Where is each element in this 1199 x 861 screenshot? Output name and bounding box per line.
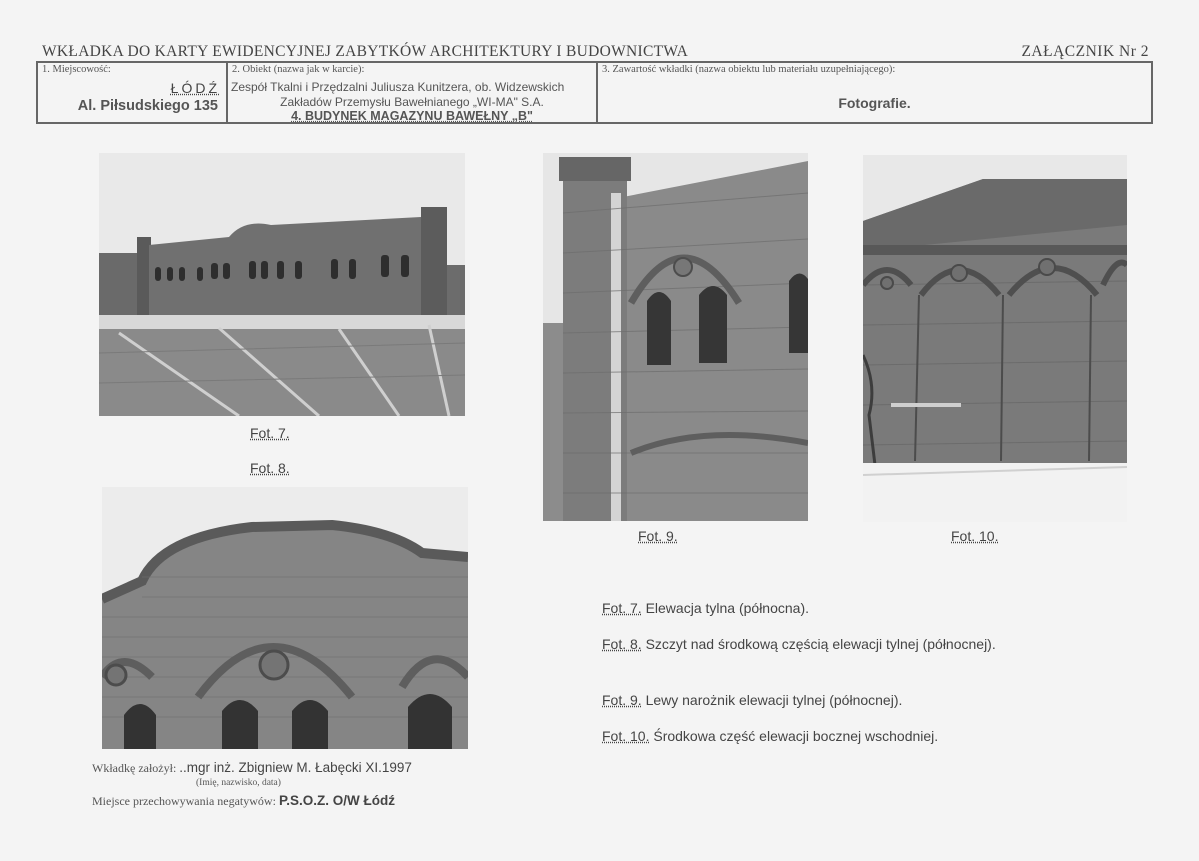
city-value: ŁÓDŹ	[170, 80, 220, 96]
object-label: 2. Obiekt (nazwa jak w karcie):	[232, 64, 365, 75]
object-name-line2: Zakładów Przemysłu Bawełnianego „WI-MA" S.A.	[280, 95, 544, 109]
description-text: Lewy narożnik elewacji tylnej (północnej).	[641, 692, 903, 708]
storage-value: P.S.O.Z. O/W Łódź	[278, 793, 395, 808]
object-name-line3: 4. BUDYNEK MAGAZYNU BAWEŁNY „B"	[291, 109, 533, 123]
author-line	[92, 760, 412, 776]
form-header-table	[36, 61, 1153, 124]
description-fot8	[602, 635, 1010, 653]
annex-number: ZAŁĄCZNIK Nr 2	[1021, 43, 1149, 60]
location-cell	[38, 63, 228, 122]
description-fot9	[602, 691, 1012, 709]
description-text: Środkowa część elewacji bocznej wschodniej.	[649, 728, 939, 744]
storage-label: Miejsce przechowywania negatywów:	[92, 794, 279, 808]
caption-fot10: Fot. 10.	[951, 528, 999, 544]
content-label: 3. Zawartość wkładki (nazwa obiektu lub materiału uzupełniającego):	[602, 64, 896, 75]
object-cell	[228, 63, 598, 122]
photo-7	[99, 153, 465, 416]
description-ref: Fot. 10.	[602, 728, 650, 744]
description-ref: Fot. 9.	[602, 692, 642, 708]
caption-fot9: Fot. 9.	[638, 528, 678, 544]
content-value: Fotografie.	[838, 95, 911, 111]
object-name-line1: Zespół Tkalni i Przędzalni Juliusza Kunitzera, ob. Widzewskich	[231, 80, 565, 94]
author-note: (Imię, nazwisko, data)	[196, 778, 281, 788]
storage-line	[92, 793, 395, 809]
photo-10	[863, 155, 1127, 522]
description-ref: Fot. 8.	[602, 636, 642, 652]
photo-8	[102, 487, 468, 749]
author-value: ..mgr inż. Zbigniew M. Łabęcki XI.1997	[179, 760, 412, 775]
location-label: 1. Miejscowość:	[42, 64, 111, 75]
description-ref: Fot. 7.	[602, 600, 642, 616]
address-value: Al. Piłsudskiego 135	[77, 98, 218, 114]
description-text: Elewacja tylna (północna).	[641, 600, 809, 616]
description-fot10	[602, 727, 1022, 745]
form-title: WKŁADKA DO KARTY EWIDENCYJNEJ ZABYTKÓW ARCHITEKTURY I BUDOWNICTWA	[42, 43, 689, 60]
content-cell	[598, 63, 1151, 122]
caption-fot8: Fot. 8.	[250, 460, 290, 476]
photo-9	[543, 153, 808, 521]
description-text: Szczyt nad środkową częścią elewacji tylnej (północnej).	[641, 636, 996, 652]
caption-fot7: Fot. 7.	[250, 425, 290, 441]
author-label: Wkładkę założył:	[92, 761, 180, 775]
description-fot7	[602, 599, 1012, 617]
